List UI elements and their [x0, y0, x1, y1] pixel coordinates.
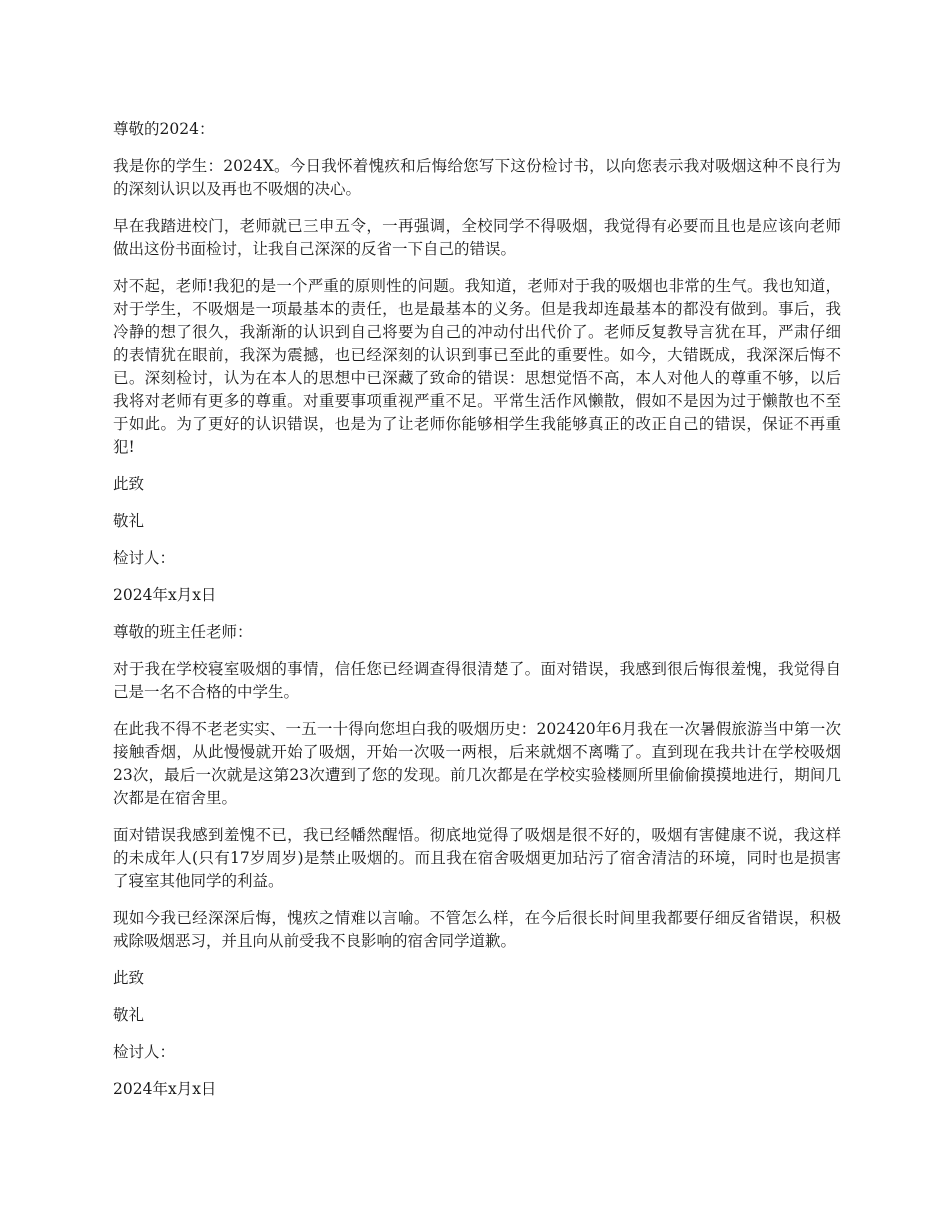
letter2-paragraph: 面对错误我感到羞愧不已，我已经幡然醒悟。彻底地觉得了吸烟是很不好的，吸烟有害健康不说，我这样的未成年人(只有17岁周岁)是禁止吸烟的。而且我在宿舍吸烟更加玷污了宿舍清洁的环境，同时也是损害了寝室其他同学的利益。: [113, 826, 841, 890]
letter1-signer: 检讨人：: [113, 549, 176, 567]
letter1-paragraph: 我是你的学生：2024X。今日我怀着愧疚和后悔给您写下这份检讨书，以向您表示我对吸烟这种不良行为的深刻认识以及再也不吸烟的决心。: [113, 157, 841, 198]
letter2-closing-cizhi: 此致: [113, 969, 145, 987]
letter2-signer: 检讨人：: [113, 1043, 176, 1061]
letter2-salutation: 尊敬的班主任老师：: [113, 623, 253, 641]
letter1-date: 2024年x月x日: [113, 586, 217, 604]
letter2-paragraph: 在此我不得不老老实实、一五一十得向您坦白我的吸烟历史：202420年6月我在一次暑假旅游当中第一次接触香烟，从此慢慢就开始了吸烟，开始一次吸一两根，后来就烟不离嘴了。直到现在我共计在学校吸烟23次，最后一次就是这第23次遭到了您的发现。前几次都是在学校实验楼厕所里偷偷摸摸地进行，期间几次都是在宿舍里。: [113, 720, 841, 807]
letter2-date: 2024年x月x日: [113, 1080, 217, 1098]
letter1-salutation: 尊敬的2024：: [113, 120, 215, 138]
letter1-closing-jingli: 敬礼: [113, 512, 145, 530]
letter2-closing-jingli: 敬礼: [113, 1006, 145, 1024]
letter1-paragraph: 早在我踏进校门，老师就已三申五令，一再强调，全校同学不得吸烟，我觉得有必要而且也是应该向老师做出这份书面检讨，让我自己深深的反省一下自己的错误。: [113, 217, 841, 258]
letter2-paragraph: 对于我在学校寝室吸烟的事情，信任您已经调查得很清楚了。面对错误，我感到很后悔很羞愧，我觉得自己是一名不合格的中学生。: [113, 660, 841, 701]
document-page: [113, 118, 841, 1115]
letter1-paragraph: 对不起，老师!我犯的是一个严重的原则性的问题。我知道，老师对于我的吸烟也非常的生气。我也知道，对于学生，不吸烟是一项最基本的责任，也是最基本的义务。但是我却连最基本的都没有做到。事后，我冷静的想了很久，我渐渐的认识到自己将要为自己的冲动付出代价了。老师反复教导言犹在耳，严肃仔细的表情犹在眼前，我深为震撼，也已经深刻的认识到事已至此的重要性。如今，大错既成，我深深后悔不已。深刻检讨，认为在本人的思想中已深藏了致命的错误：思想觉悟不高，本人对他人的尊重不够，以后我将对老师有更多的尊重。对重要事项重视严重不足。平常生活作风懒散，假如不是因为过于懒散也不至于如此。为了更好的认识错误，也是为了让老师你能够相学生我能够真正的改正自己的错误，保证不再重犯!: [113, 277, 841, 456]
letter1-closing-cizhi: 此致: [113, 475, 145, 493]
letter2-paragraph: 现如今我已经深深后悔，愧疚之情难以言喻。不管怎么样，在今后很长时间里我都要仔细反省错误，积极戒除吸烟恶习，并且向从前受我不良影响的宿舍同学道歉。: [113, 909, 841, 950]
